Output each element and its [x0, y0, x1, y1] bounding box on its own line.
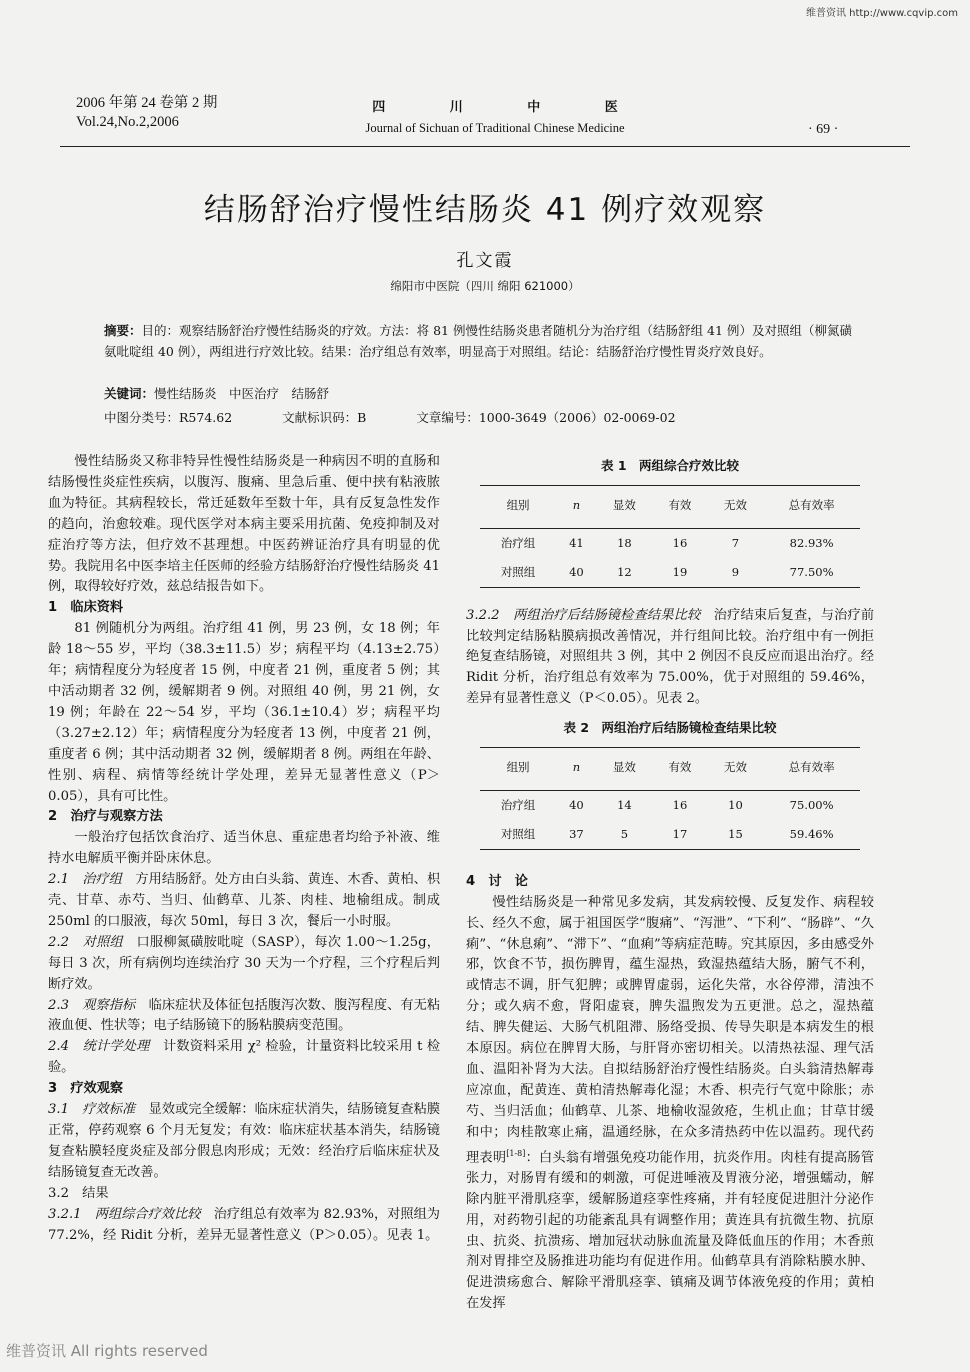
- table-cell: 16: [672, 535, 688, 550]
- table-cell: 15: [728, 826, 743, 841]
- right-column: [466, 452, 874, 1315]
- table-header-cell: n: [572, 760, 581, 775]
- section-3-heading: 3 疗效观察: [48, 1081, 124, 1097]
- keywords-label: 关键词：: [104, 386, 155, 401]
- table-cell: 7: [731, 535, 740, 550]
- author: 孔文霞: [456, 251, 514, 271]
- table-cell: 16: [672, 797, 688, 812]
- issue-info: [76, 94, 217, 132]
- keywords-text: 慢性结肠炎 中医治疗 结肠舒: [154, 386, 330, 401]
- table-header-cell: 无效: [723, 760, 747, 775]
- table-cell: 12: [617, 564, 632, 579]
- keywords: [104, 384, 329, 402]
- table-row: [480, 820, 860, 849]
- table-cell: 19: [672, 564, 688, 579]
- table-2: [480, 747, 860, 850]
- table-header-cell: 有效: [668, 760, 692, 775]
- table-cell: 40: [569, 797, 584, 812]
- table-cell: 82.93%: [789, 535, 834, 550]
- table-cell: 77.50%: [789, 564, 834, 579]
- journal-cn: 四 川 中 医: [372, 100, 648, 115]
- section-1-text: 81 例随机分为两组。治疗组 41 例，男 23 例，女 18 例；年龄 18～55 岁，平均（38.3±11.5）岁；病程平均（4.13±2.75）年；病情程度分为轻度者 15 例，中度者 21 例，重度者 5 例；其中活动期者 32 例，缓解期者 9 例。对照组 40 例，男 21 例，女 19 例；年龄在 22～54 岁，平均（36.1±10.4）岁；病程平均（3.27±2.12）年；病情程度分为轻度者 13 例，中度者 21 例，重度者 6 例；其中活动期者 32 例，缓解期者 8 例。两组在年龄、性别、病程、病情等经统计学处理，差异无显著性意义（P＞0.05），具有可比性。: [48, 621, 440, 804]
- abstract: [104, 320, 852, 362]
- table-header-cell: 显效: [612, 760, 636, 775]
- table-cell: 5: [620, 826, 629, 841]
- affiliation: 绵阳市中医院（四川 绵阳 621000）: [390, 279, 580, 293]
- issue-en: Vol.24,No.2,2006: [76, 114, 179, 130]
- table-cell: 9: [731, 564, 740, 579]
- table-cell: 75.00%: [789, 797, 834, 812]
- table-header-cell: n: [572, 497, 581, 512]
- left-column: [48, 452, 440, 1246]
- table-cell: 17: [672, 826, 688, 841]
- table-cell: 59.46%: [789, 826, 834, 841]
- table-header-cell: 无效: [723, 497, 747, 512]
- section-2-4: 2.4 统计学处理 计数资料采用 χ² 检验，计量资料比较采用 t 检验。: [48, 1039, 441, 1076]
- section-1-heading: 1 临床资料: [48, 600, 124, 616]
- bottom-watermark: 维普资讯 All rights reserved: [6, 1342, 208, 1360]
- table-cell: 10: [728, 797, 743, 812]
- section-4-text: 慢性结肠炎是一种常见多发病，其发病较慢、反复发作、病程较长、经久不愈，属于祖国医学“腹痛”、“泻泄”、“下利”、“肠辟”、“久痢”、“休息痢”、“滞下”、“血痢”等病症范畴。究其原因，多由感受外邪，饮食不节，损伤脾胃，蕴生湿热，致湿热蕴结大肠，腑气不利，或情志不调，肝气犯脾；或脾胃虚弱，运化失常，水谷停滞，清浊不分；或久病不愈，肾阳虚衰，脾失温煦发为五更泄。总之，湿热蕴结、脾失健运、大肠气机阻滞、肠络受损、传导失职是本病发生的根本原因。病位在脾胃大肠，与肝肾亦密切相关。以清热祛湿、理气活血、温阳补肾为大法。自拟结肠舒治疗慢性结肠炎。白头翁清热解毒应凉血，配黄连、黄柏清热解毒化湿；木香、枳壳行气宽中除胀；赤芍、当归活血；仙鹤草、儿茶、地榆收湿敛疮，生机止血；甘草甘缓和中；肉桂散寒止痛，温通经脉，在众多清热药中佐以温药。现代药理表明[1-8]：白头翁有增强免疫功能作用，抗炎作用。肉桂有提高肠管张力，对肠胃有缓和的刺激，可促进唾液及胃液分泌，增强蠕动，解除内脏平滑肌痉挛，缓解肠道痉挛性疼痛，并有轻度促进胆汁分泌作用，对药物引起的功能紊乱具有调整作用；黄连具有抗微生物、抗原虫、抗炎、抗溃疡、增加冠状动脉血流量及降低血压的作用；木香煎剂对胃排空及肠推进功能均有促进作用。仙鹤草具有消除粘膜水肿、促进溃疡愈合、解除平滑肌痉挛、镇痛及调节体液免疫的作用；黄柏在发挥: [466, 894, 875, 1312]
- journal-en: Journal of Sichuan of Traditional Chinese Medicine: [365, 121, 625, 135]
- clc-number: 中图分类号：R574.62: [104, 410, 233, 425]
- table-cell: 治疗组: [500, 797, 536, 812]
- section-3-2-1: 3.2.1 两组综合疗效比较 治疗组总有效率为 82.93%，对照组为 77.2%，经 Ridit 分析，差异无显著性意义（P＞0.05）。见表 1。: [48, 1206, 440, 1243]
- journal-name: [330, 96, 660, 136]
- table-1-caption: 表 1 两组综合疗效比较: [600, 458, 740, 473]
- table-row: [480, 558, 860, 587]
- section-3-2-2: 3.2.2 两组治疗后结肠镜检查结果比较 治疗结束后复查，与治疗前比较判定结肠粘膜病损改善情况，并行组间比较。治疗组中有一例拒绝复查结肠镜，对照组共 3 例，其中 2 例因不良反应而退出治疗。经 Ridit 分析，治疗组总有效率为 75.00%，优于对照组的 59.46%，差异有显著性意义（P＜0.05）。见表 2。: [466, 607, 875, 707]
- section-2-text: 一般治疗包括饮食治疗、适当休息、重症患者均给予补液、维持水电解质平衡并卧床休息。: [48, 830, 440, 867]
- article-title: 结肠舒治疗慢性结肠炎 41 例疗效观察: [203, 192, 767, 228]
- table-header-cell: 组别: [506, 760, 530, 775]
- doc-code: 文献标识码：B: [282, 410, 367, 425]
- section-4-heading: 4 讨 论: [466, 873, 528, 889]
- section-2-heading: 2 治疗与观察方法: [48, 809, 163, 825]
- table-cell: 18: [617, 535, 632, 550]
- issue-cn: 2006 年第 24 卷第 2 期: [76, 95, 218, 111]
- table-1: [480, 485, 860, 588]
- intro-paragraph: 慢性结肠炎又称非特异性慢性结肠炎是一种病因不明的直肠和结肠慢性炎症性疾病，以腹泻、腹痛、里急后重、便中挟有粘液脓血为特征。其病程较长，常迁延数年至数十年，具有反复急性发作的趋向，治愈较难。现代医学对本病主要采用抗菌、免疫抑制及对症治疗等方法，但疗效不甚理想。中医药辨证治疗具有明显的优势。我院用名中医李培主任医师的经验方结肠舒治疗慢性结肠炎 41 例，取得较好疗效，兹总结报告如下。: [48, 454, 440, 595]
- table-header-cell: 总有效率: [788, 497, 835, 512]
- watermark-top: 维普资讯 http://www.cqvip.com: [805, 8, 958, 19]
- table-cell: 对照组: [500, 826, 536, 841]
- table-header-cell: 有效: [668, 497, 692, 512]
- section-2-2: 2.2 对照组 口服柳氮磺胺吡啶（SASP），每次 1.00～1.25g，每日 3 次，所有病例均连续治疗 30 天为一个疗程，三个疗程后判断疗效。: [48, 934, 440, 992]
- citation-ref: [1-8]: [506, 1148, 526, 1158]
- section-2-3: 2.3 观察指标 临床症状及体征包括腹泻次数、腹泻程度、有无粘液血便、性状等；电子结肠镜下的肠粘膜病变范围。: [48, 997, 441, 1034]
- table-header-cell: 组别: [506, 497, 530, 512]
- classification: [104, 408, 864, 426]
- article-number: 文章编号：1000-3649（2006）02-0069-02: [416, 410, 676, 425]
- table-cell: 治疗组: [500, 535, 536, 550]
- table-header-cell: 显效: [612, 497, 636, 512]
- abstract-label: 摘要：: [104, 323, 142, 338]
- table-row: [480, 528, 860, 557]
- table-header-cell: 总有效率: [788, 760, 835, 775]
- section-2-1: 2.1 治疗组 方用结肠舒。处方由白头翁、黄连、木香、黄柏、枳壳、甘草、赤芍、当归、仙鹤草、儿茶、肉桂、地榆组成。制成 250ml 的口服液，每次 50ml，每日 3 次，餐后一小时服。: [48, 872, 441, 929]
- table-cell: 14: [617, 797, 632, 812]
- table-cell: 40: [569, 564, 584, 579]
- table-row: [480, 790, 860, 819]
- table-cell: 对照组: [500, 564, 536, 579]
- section-3-1: 3.1 疗效标准 显效或完全缓解：临床症状消失，结肠镜复查粘膜正常，停药观察 6 个月无复发；有效：临床症状基本消失，结肠镜复查粘膜轻度炎症及部分假息肉形成；无效：经治疗后临床症状及结肠镜复查无改善。: [48, 1102, 441, 1180]
- abstract-text: 目的：观察结肠舒治疗慢性结肠炎的疗效。方法：将 81 例慢性结肠炎患者随机分为治疗组（结肠舒组 41 例）及对照组（柳氮磺氨吡啶组 40 例），两组进行疗效比较。结果：治疗组总有效率，明显高于对照组。结论：结肠舒治疗慢性胃炎疗效良好。: [104, 323, 852, 359]
- page-number: · 69 ·: [808, 122, 839, 137]
- table-2-caption: 表 2 两组治疗后结肠镜检查结果比较: [563, 720, 777, 736]
- table-cell: 41: [569, 535, 584, 550]
- table-cell: 37: [569, 826, 584, 841]
- section-3-2-heading: 3.2 结果: [48, 1185, 109, 1201]
- header-rule: [60, 146, 910, 147]
